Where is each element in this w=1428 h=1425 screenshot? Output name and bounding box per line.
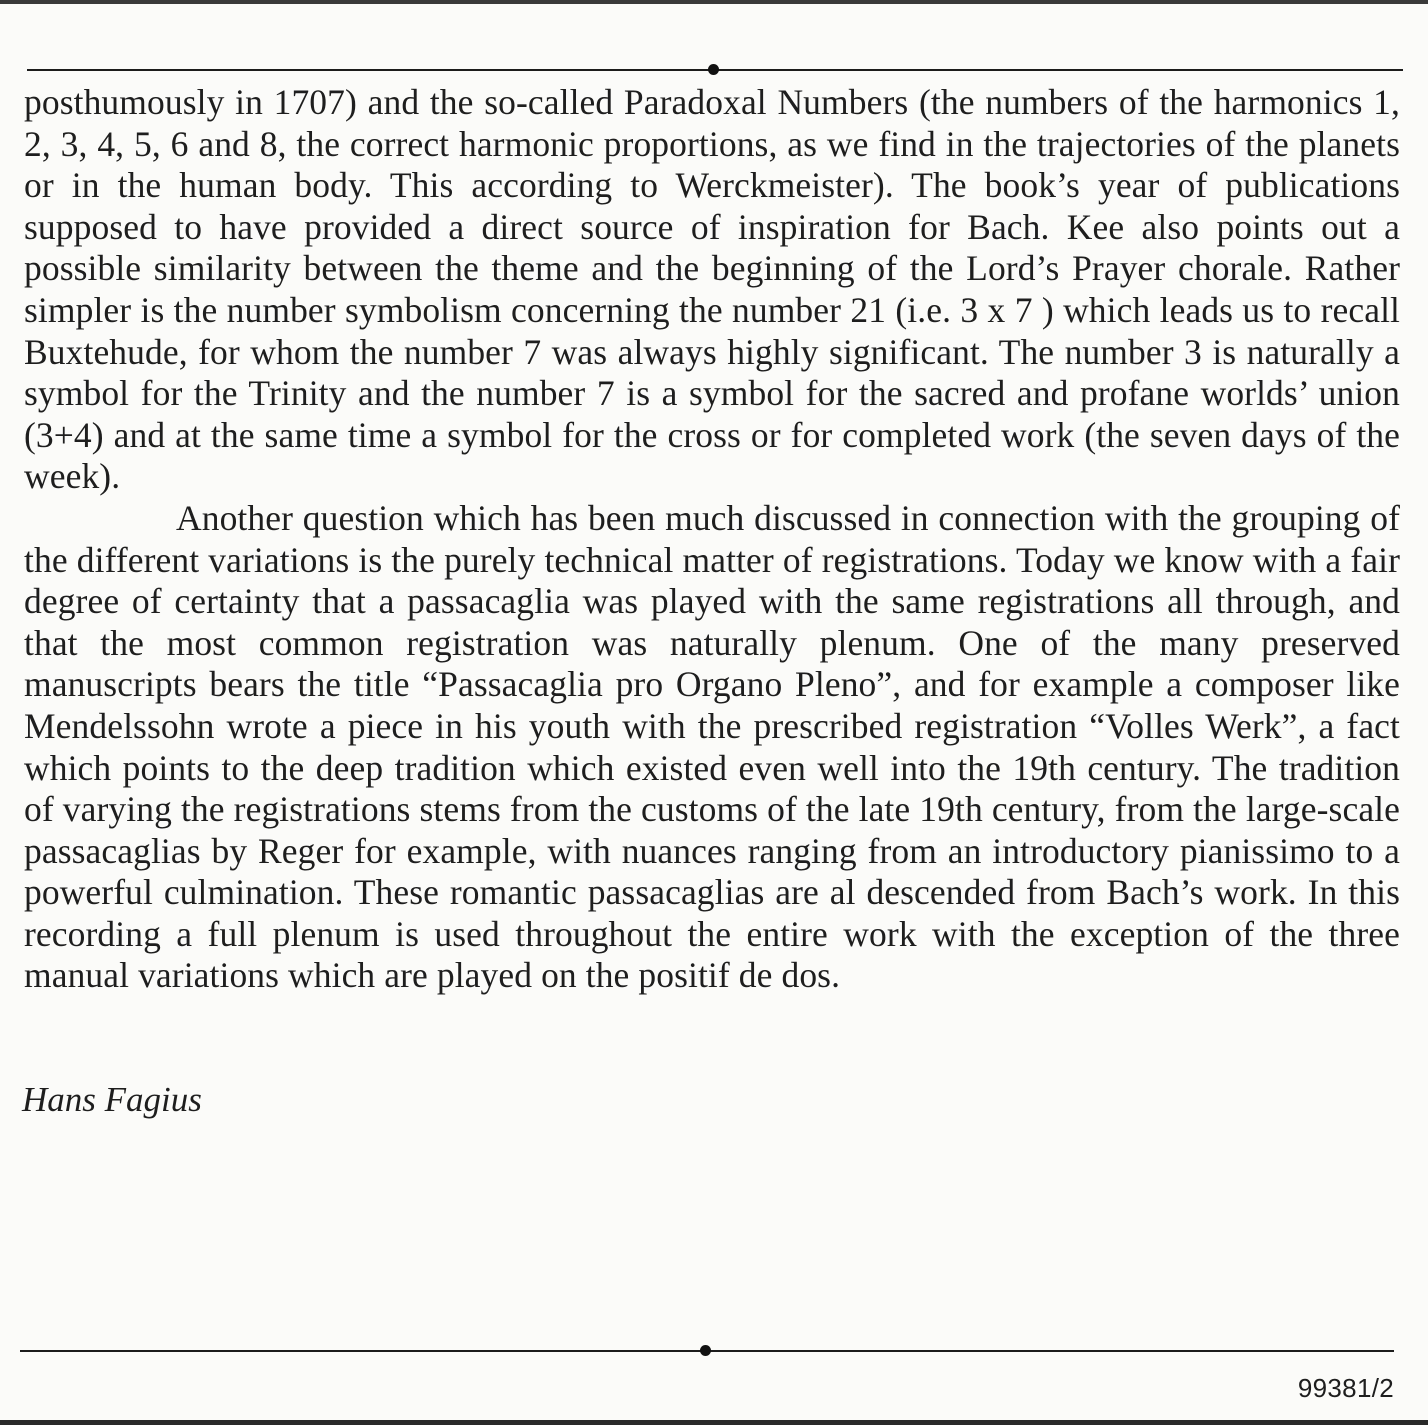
paragraph-2: Another question which has been much discussed in connection with the grouping of the different variations is the purely technical matter of registrations. Today we know with a fair degree of certainty that a passacaglia was played with the same registrations all through, and that the most common registration was naturally plenum. One of the many preserved manuscripts bears the title “Passacaglia pro Organo Pleno”, and for example a composer like Mendelssohn wrote a piece in his youth with the prescribed registration “Volles Werk”, a fact which points to the deep tradition which existed even well into the 19th century. The tradition of varying the registrations stems from the customs of the late 19th century, from the large-scale passacaglias by Reger for example, with nuances ranging from an introductory pianissimo to a powerful culmination. These romantic passacaglias are al descended from Bach’s work. In this recording a full plenum is used throughout the entire work with the exception of the three manual variations which are played on the positif de dos. [24,497,1400,996]
top-divider [27,69,1403,71]
article-body [24,82,1400,997]
author-signature: Hans Fagius [22,1080,202,1119]
catalog-number: 99381/2 [1297,1373,1394,1403]
top-divider-dot [708,64,719,75]
paragraph-1: posthumously in 1707) and the so-called Paradoxal Numbers (the numbers of the harmonics 1, 2, 3, 4, 5, 6 and 8, the correct harmonic proportions, as we find in the trajectories of the planets or in the human body. This according to Werckmeister). The book’s year of publications supposed to have provided a direct source of inspiration for Bach. Kee also points out a possible similarity between the theme and the beginning of the Lord’s Prayer chorale. Rather simpler is the number symbolism concerning the number 21 (i.e. 3 x 7 ) which leads us to recall Buxtehude, for whom the number 7 was always highly significant. The number 3 is naturally a symbol for the Trinity and the number 7 is a symbol for the sacred and profane worlds’ union (3+4) and at the same time a symbol for the cross or for completed work (the seven days of the week). [24,82,1400,497]
bottom-divider [20,1350,1394,1352]
bottom-divider-dot [700,1345,711,1356]
